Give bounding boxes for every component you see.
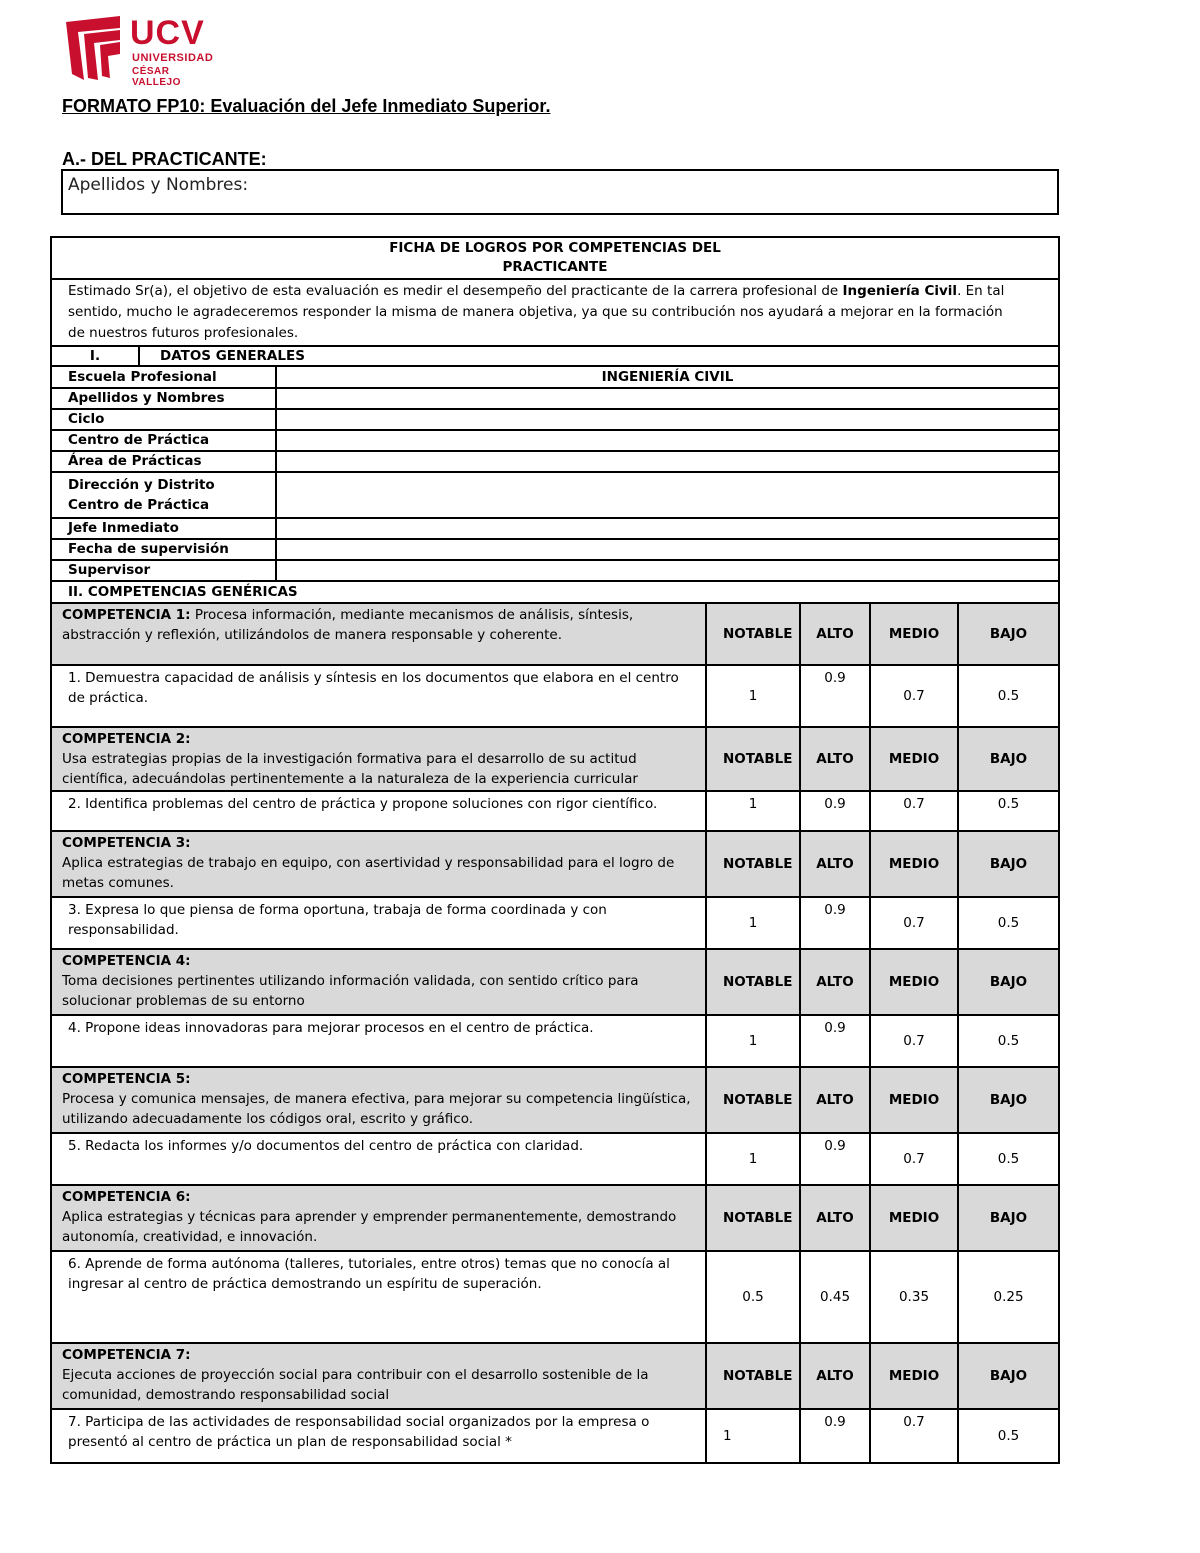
competencia-desc: Aplica estrategias y técnicas para aprender y emprender permanentemente, demostrando autonomía, creatividad, e innovación. — [62, 1209, 677, 1245]
indicator-row — [51, 1133, 1059, 1185]
general-label: Fecha de supervisión — [51, 539, 276, 560]
score-medio[interactable]: 0.7 — [870, 897, 958, 949]
general-row — [51, 409, 1059, 430]
level-notable: NOTABLE — [706, 603, 800, 665]
general-row — [51, 472, 1059, 518]
score-bajo[interactable]: 0.5 — [958, 791, 1059, 831]
logo-line2: CÉSAR VALLEJO — [132, 66, 181, 88]
score-bajo[interactable]: 0.5 — [958, 1015, 1059, 1067]
level-bajo: BAJO — [958, 1185, 1059, 1251]
score-notable[interactable]: 1 — [706, 1015, 800, 1067]
score-alto[interactable]: 0.9 — [800, 1015, 870, 1067]
indicator-row — [51, 897, 1059, 949]
general-row — [51, 560, 1059, 581]
score-notable[interactable]: 1 — [706, 1133, 800, 1185]
level-alto: ALTO — [800, 727, 870, 791]
competencia-desc: Procesa información, mediante mecanismos de análisis, síntesis, abstracción y reflexión, utilizándolos de manera responsable y coherente. — [62, 607, 634, 643]
score-notable[interactable]: 1 — [706, 1409, 800, 1463]
general-value-direccion[interactable] — [276, 472, 1059, 518]
ucv-logo — [64, 14, 214, 88]
general-value-supervisor[interactable] — [276, 560, 1059, 581]
indicator-row — [51, 791, 1059, 831]
general-label: Supervisor — [51, 560, 276, 581]
ficha-title-line1: FICHA DE LOGROS POR COMPETENCIAS DEL — [389, 240, 721, 256]
level-notable: NOTABLE — [706, 1067, 800, 1133]
level-alto: ALTO — [800, 1185, 870, 1251]
level-alto: ALTO — [800, 949, 870, 1015]
intro-row — [51, 279, 1059, 346]
competencia-title: COMPETENCIA 3: — [62, 835, 191, 851]
competencia-5-text — [51, 1067, 706, 1133]
score-bajo[interactable]: 0.5 — [958, 665, 1059, 727]
competencia-header-row — [51, 727, 1059, 791]
indicator-text: 7. Participa de las actividades de responsabilidad social organizados por la empresa o presentó al centro de práctica un plan de responsabilidad social * — [51, 1409, 706, 1463]
competencia-7-text — [51, 1343, 706, 1409]
competencia-title: COMPETENCIA 4: — [62, 953, 191, 969]
level-notable: NOTABLE — [706, 1343, 800, 1409]
score-medio[interactable]: 0.7 — [870, 665, 958, 727]
score-bajo[interactable]: 0.5 — [958, 1133, 1059, 1185]
general-label: Jefe Inmediato — [51, 518, 276, 539]
competencia-title: COMPETENCIA 2: — [62, 731, 191, 747]
indicator-text: 6. Aprende de forma autónoma (talleres, tutoriales, entre otros) temas que no conocía al ingresar al centro de práctica demostrando un espíritu de superación. — [51, 1251, 706, 1343]
score-alto[interactable]: 0.9 — [800, 1409, 870, 1463]
score-medio[interactable]: 0.7 — [870, 1133, 958, 1185]
indicator-text: 3. Expresa lo que piensa de forma oportuna, trabaja de forma coordinada y con responsabilidad. — [51, 897, 706, 949]
score-alto[interactable]: 0.9 — [800, 665, 870, 727]
level-notable: NOTABLE — [706, 949, 800, 1015]
competencia-desc: Ejecuta acciones de proyección social para contribuir con el desarrollo sostenible de la comunidad, demostrando responsabilidad social — [62, 1367, 649, 1403]
score-notable[interactable]: 0.5 — [706, 1251, 800, 1343]
general-value-ciclo[interactable] — [276, 409, 1059, 430]
general-value-escuela[interactable]: INGENIERÍA CIVIL — [276, 366, 1059, 388]
general-label: Ciclo — [51, 409, 276, 430]
level-bajo: BAJO — [958, 1067, 1059, 1133]
ficha-table — [50, 236, 1060, 1464]
indicator-text: 4. Propone ideas innovadoras para mejorar procesos en el centro de práctica. — [51, 1015, 706, 1067]
level-bajo: BAJO — [958, 949, 1059, 1015]
competencia-desc: Toma decisiones pertinentes utilizando información validada, con sentido crítico para solucionar problemas de su entorno — [62, 973, 639, 1009]
score-medio[interactable]: 0.7 — [870, 1015, 958, 1067]
score-alto[interactable]: 0.45 — [800, 1251, 870, 1343]
general-row — [51, 539, 1059, 560]
level-medio: MEDIO — [870, 1067, 958, 1133]
competencia-header-row — [51, 949, 1059, 1015]
level-bajo: BAJO — [958, 831, 1059, 897]
indicator-row — [51, 1409, 1059, 1463]
level-alto: ALTO — [800, 1343, 870, 1409]
competencia-1-text — [51, 603, 706, 665]
indicator-row — [51, 1015, 1059, 1067]
competencia-2-text — [51, 727, 706, 791]
intro-career: Ingeniería Civil — [842, 283, 958, 299]
level-notable: NOTABLE — [706, 831, 800, 897]
level-alto: ALTO — [800, 831, 870, 897]
indicator-text: 1. Demuestra capacidad de análisis y síntesis en los documentos que elabora en el centro de práctica. — [51, 665, 706, 727]
general-label: Apellidos y Nombres — [51, 388, 276, 409]
indicator-text: 2. Identifica problemas del centro de práctica y propone soluciones con rigor científico. — [51, 791, 706, 831]
indicator-row — [51, 1251, 1059, 1343]
intro-part3: de nuestros futuros profesionales. — [68, 325, 299, 341]
level-medio: MEDIO — [870, 831, 958, 897]
competencia-header-row — [51, 831, 1059, 897]
ficha-title-row — [51, 237, 1059, 279]
general-value-fecha[interactable] — [276, 539, 1059, 560]
section1-row — [51, 346, 1059, 366]
general-value-jefe[interactable] — [276, 518, 1059, 539]
logo-brand: UCV — [130, 14, 205, 52]
ficha-title-line2: PRACTICANTE — [502, 259, 608, 275]
competencia-title: COMPETENCIA 1: — [62, 607, 191, 623]
intro-part1: Estimado Sr(a), el objetivo de esta evaluación es medir el desempeño del practicante de la carrera profesional de — [68, 283, 843, 299]
name-field-label: Apellidos y Nombres: — [68, 175, 249, 195]
competencia-desc: Usa estrategias propias de la investigación formativa para el desarrollo de su actitud científica, adecuándolas pertinentemente a la naturaleza de la experiencia curricular — [62, 751, 638, 787]
score-alto[interactable]: 0.9 — [800, 897, 870, 949]
competencia-3-text — [51, 831, 706, 897]
competencia-6-text — [51, 1185, 706, 1251]
score-medio[interactable]: 0.35 — [870, 1251, 958, 1343]
general-row — [51, 366, 1059, 388]
level-bajo: BAJO — [958, 727, 1059, 791]
general-row — [51, 518, 1059, 539]
general-value-centro[interactable] — [276, 430, 1059, 451]
level-notable: NOTABLE — [706, 1185, 800, 1251]
competencia-header-row — [51, 603, 1059, 665]
general-row — [51, 388, 1059, 409]
section-a-heading: A.- DEL PRACTICANTE: — [62, 149, 267, 169]
general-label: Escuela Profesional — [51, 366, 276, 388]
competencia-title: COMPETENCIA 7: — [62, 1347, 191, 1363]
score-medio[interactable]: 0.7 — [870, 1409, 958, 1463]
section2-title: II. COMPETENCIAS GENÉRICAS — [51, 581, 1059, 603]
level-medio: MEDIO — [870, 1343, 958, 1409]
score-bajo[interactable]: 0.5 — [958, 1409, 1059, 1463]
general-value-nombres[interactable] — [276, 388, 1059, 409]
score-bajo[interactable]: 0.25 — [958, 1251, 1059, 1343]
level-medio: MEDIO — [870, 603, 958, 665]
score-alto[interactable]: 0.9 — [800, 791, 870, 831]
competencia-title: COMPETENCIA 6: — [62, 1189, 191, 1205]
competencia-header-row — [51, 1067, 1059, 1133]
competencia-header-row — [51, 1343, 1059, 1409]
name-field[interactable] — [61, 169, 1059, 215]
score-notable[interactable]: 1 — [706, 897, 800, 949]
level-alto: ALTO — [800, 603, 870, 665]
indicator-text: 5. Redacta los informes y/o documentos del centro de práctica con claridad. — [51, 1133, 706, 1185]
score-notable[interactable]: 1 — [706, 665, 800, 727]
section2-row — [51, 581, 1059, 603]
page-title: FORMATO FP10: Evaluación del Jefe Inmediato Superior. — [62, 96, 551, 116]
competencia-header-row — [51, 1185, 1059, 1251]
level-medio: MEDIO — [870, 1185, 958, 1251]
indicator-row — [51, 665, 1059, 727]
competencia-desc: Procesa y comunica mensajes, de manera efectiva, para mejorar su competencia lingüística, utilizando adecuadamente los códigos oral, escrito y gráfico. — [62, 1091, 691, 1127]
competencia-desc: Aplica estrategias de trabajo en equipo, con asertividad y responsabilidad para el logro de metas comunes. — [62, 855, 675, 891]
level-bajo: BAJO — [958, 603, 1059, 665]
section1-number: I. — [51, 346, 139, 366]
score-notable[interactable]: 1 — [706, 791, 800, 831]
general-value-area[interactable] — [276, 451, 1059, 472]
logo-line1: UNIVERSIDAD — [132, 52, 214, 64]
level-alto: ALTO — [800, 1067, 870, 1133]
level-medio: MEDIO — [870, 949, 958, 1015]
score-alto[interactable]: 0.9 — [800, 1133, 870, 1185]
competencia-title: COMPETENCIA 5: — [62, 1071, 191, 1087]
general-row — [51, 451, 1059, 472]
general-label: Dirección y Distrito Centro de Práctica — [51, 472, 276, 518]
level-medio: MEDIO — [870, 727, 958, 791]
score-medio[interactable]: 0.7 — [870, 791, 958, 831]
intro-part2: . En tal sentido, mucho le agradeceremos responder la misma de manera objetiva, ya que su contribución nos ayudará a mejorar en la formación — [68, 283, 1005, 320]
section1-title: DATOS GENERALES — [139, 346, 1059, 366]
score-bajo[interactable]: 0.5 — [958, 897, 1059, 949]
ucv-shield-icon — [64, 14, 124, 82]
general-row — [51, 430, 1059, 451]
level-notable: NOTABLE — [706, 727, 800, 791]
general-label: Área de Prácticas — [51, 451, 276, 472]
level-bajo: BAJO — [958, 1343, 1059, 1409]
competencia-4-text — [51, 949, 706, 1015]
general-label: Centro de Práctica — [51, 430, 276, 451]
